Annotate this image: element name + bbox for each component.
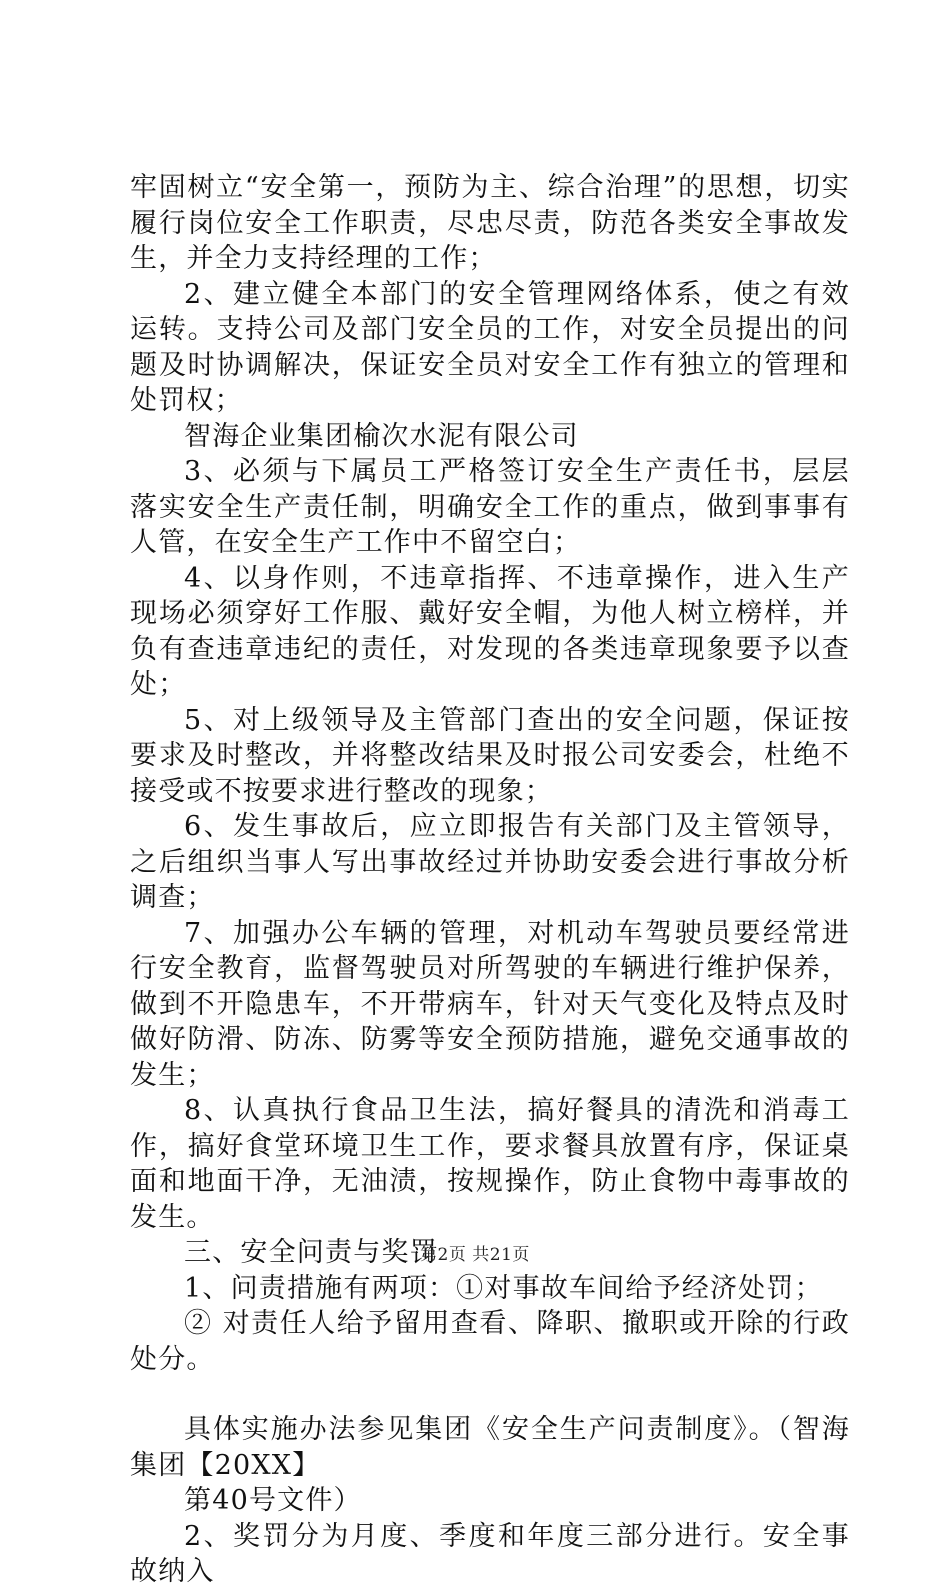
paragraph: ② 对责任人给予留用查看、降职、撤职或开除的行政处分。: [130, 1308, 850, 1375]
paragraph: 7、加强办公车辆的管理，对机动车驾驶员要经常进行安全教育，监督驾驶员对所驾驶的车辆进行维护保养，做到不开隐患车，不开带病车，针对天气变化及特点及时做好防滑、防冻、防雾等安全预防措施，避免交通事故的发生；: [130, 917, 850, 1091]
paragraph: 6、发生事故后，应立即报告有关部门及主管领导，之后组织当事人写出事故经过并协助安委会进行事故分析调查；: [130, 811, 850, 913]
paragraph: 1、问责措施有两项：①对事故车间给予经济处罚；: [184, 1272, 823, 1304]
document-body: [130, 170, 850, 1590]
paragraph: 牢固树立“安全第一，预防为主、综合治理”的思想，切实履行岗位安全工作职责，尽忠尽责，防范各类安全事故发生，并全力支持经理的工作；: [130, 172, 850, 274]
paragraph: 4、以身作则，不违章指挥、不违章操作，进入生产现场必须穿好工作服、戴好安全帽，为他人树立榜样，并负有查违章违纪的责任，对发现的各类违章现象要予以查处；: [130, 562, 850, 700]
paragraph: 3、必须与下属员工严格签订安全生产责任书，层层落实安全生产责任制，明确安全工作的重点，做到事事有人管，在安全生产工作中不留空白；: [130, 456, 850, 558]
paragraph: 第40号文件）: [184, 1485, 362, 1516]
company-name-line: 智海企业集团榆次水泥有限公司: [184, 420, 579, 452]
paragraph: 2、奖罚分为月度、季度和年度三部分进行。安全事故纳入: [130, 1520, 850, 1587]
section-heading: 三、安全问责与奖罚: [184, 1237, 438, 1268]
paragraph: 8、认真执行食品卫生法，搞好餐具的清洗和消毒工作，搞好食堂环境卫生工作，要求餐具放置有序，保证桌面和地面干净，无油渍，按规操作，防止食物中毒事故的发生。: [130, 1095, 850, 1233]
paragraph: 2、建立健全本部门的安全管理网络体系，使之有效运转。支持公司及部门安全员的工作，对安全员提出的问题及时协调解决，保证安全员对安全工作有独立的管理和处罚权；: [130, 278, 850, 416]
paragraph: 具体实施办法参见集团《安全生产问责制度》。（智海集团【20XX】: [130, 1414, 850, 1481]
paragraph: 5、对上级领导及主管部门查出的安全问题，保证按要求及时整改，并将整改结果及时报公司安委会，杜绝不接受或不按要求进行整改的现象；: [130, 704, 850, 807]
page-number: 第2页 共21页: [420, 1245, 530, 1265]
